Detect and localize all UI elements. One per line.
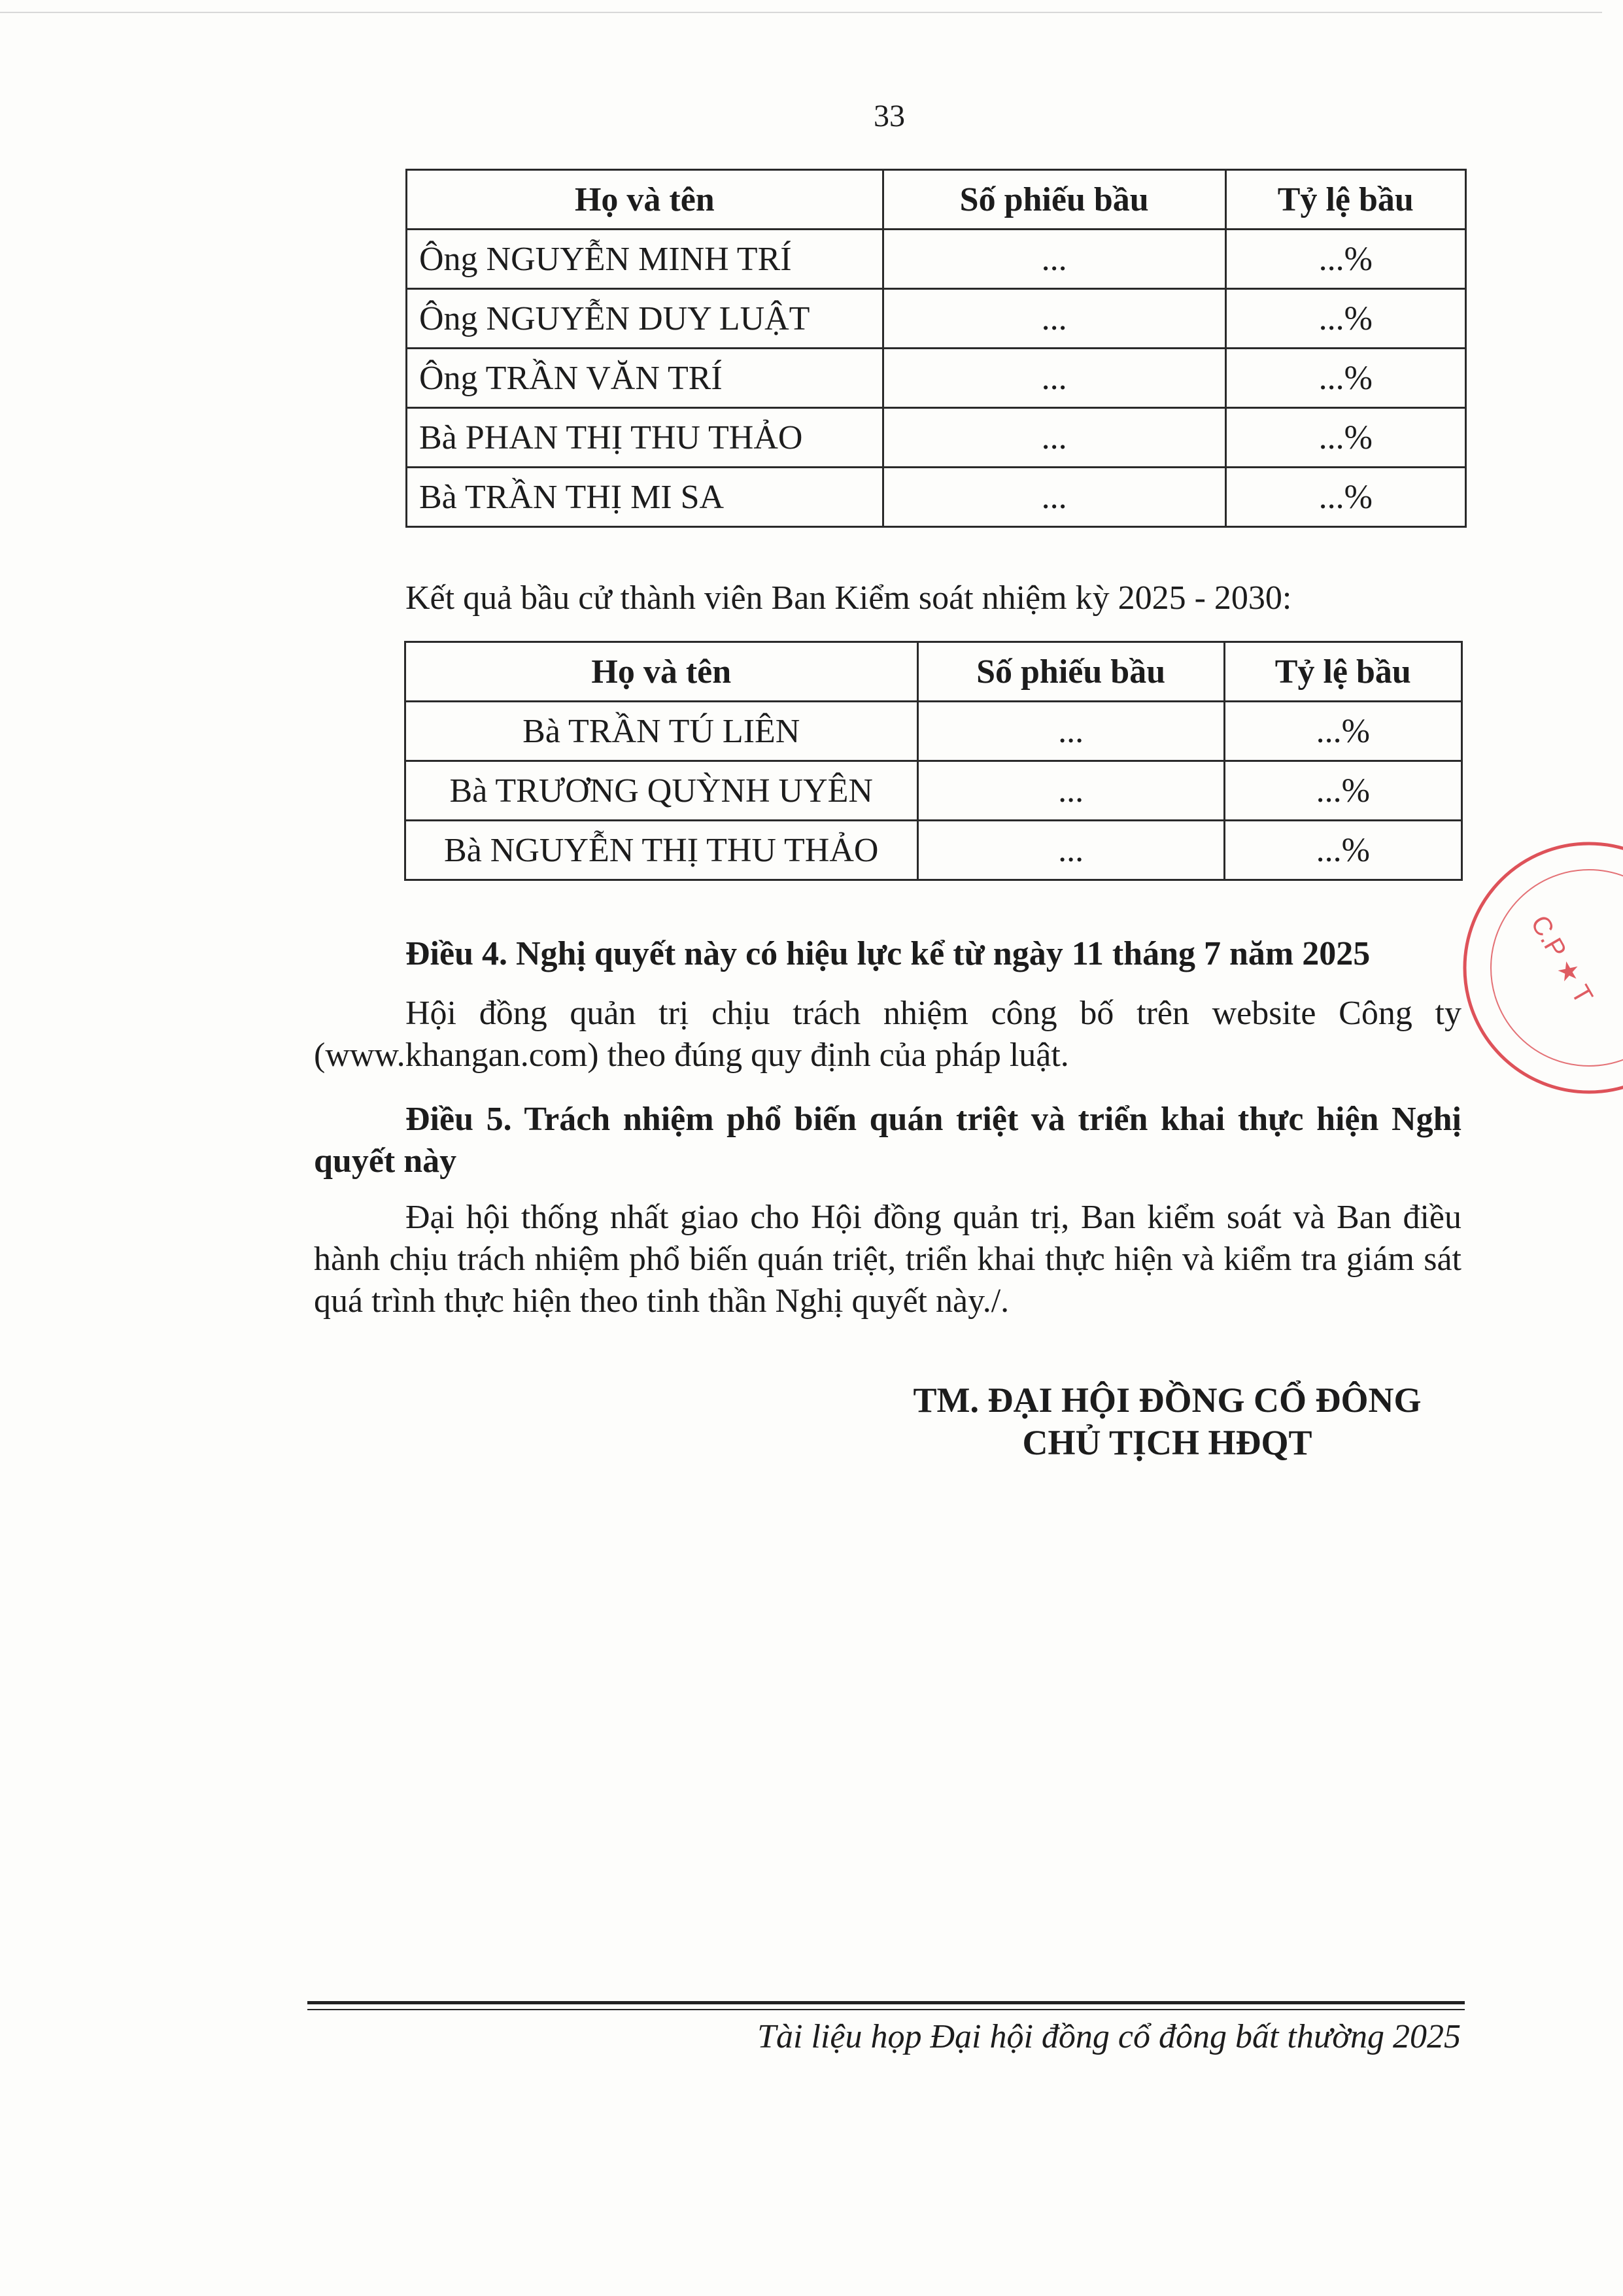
table-row — [407, 468, 1466, 527]
vote-rate: ...% — [1224, 702, 1461, 761]
vote-count: ... — [883, 408, 1225, 468]
candidate-name: Bà NGUYỄN THỊ THU THẢO — [405, 821, 918, 880]
vote-count: ... — [883, 349, 1225, 408]
header-rate: Tỷ lệ bầu — [1225, 170, 1465, 230]
vote-rate: ...% — [1224, 761, 1461, 821]
candidate-name: Bà TRẦN TÚ LIÊN — [405, 702, 918, 761]
table-row — [405, 702, 1462, 761]
article-4-body: Hội đồng quản trị chịu trách nhiệm công bố trên website Công ty (www.khangan.com) theo đúng quy định của pháp luật. — [314, 995, 1461, 1074]
signature-role: CHỦ TỊCH HĐQT — [1022, 1423, 1312, 1462]
candidate-name: Bà TRƯƠNG QUỲNH UYÊN — [405, 761, 918, 821]
vote-count: ... — [883, 230, 1225, 289]
table-header-row — [407, 170, 1466, 230]
vote-rate: ...% — [1225, 468, 1465, 527]
candidate-name: Ông TRẦN VĂN TRÍ — [407, 349, 883, 408]
page-number: 33 — [874, 99, 905, 133]
header-rate: Tỷ lệ bầu — [1224, 642, 1461, 702]
header-votes: Số phiếu bầu — [883, 170, 1225, 230]
table-header-row — [405, 642, 1462, 702]
vote-rate: ...% — [1225, 230, 1465, 289]
table-row — [405, 761, 1462, 821]
candidate-name: Ông NGUYỄN DUY LUẬT — [407, 289, 883, 349]
scan-top-edge — [0, 12, 1602, 13]
board-election-table — [405, 169, 1467, 528]
vote-rate: ...% — [1225, 289, 1465, 349]
table-row — [407, 289, 1466, 349]
control-board-intro: Kết quả bầu cử thành viên Ban Kiểm soát nhiệm kỳ 2025 - 2030: — [405, 579, 1292, 617]
table-row — [407, 408, 1466, 468]
candidate-name: Bà PHAN THỊ THU THẢO — [407, 408, 883, 468]
company-seal-stamp — [1458, 837, 1623, 1099]
table-row — [407, 230, 1466, 289]
table-row — [407, 349, 1466, 408]
article-5-heading: Điều 5. Trách nhiệm phổ biến quán triệt và triển khai thực hiện Nghị quyết này — [314, 1101, 1461, 1180]
footer-rule-thin — [307, 2009, 1465, 2010]
vote-count: ... — [917, 821, 1224, 880]
signature-title: TM. ĐẠI HỘI ĐỒNG CỔ ĐÔNG — [913, 1380, 1422, 1420]
vote-count: ... — [883, 468, 1225, 527]
candidate-name: Bà TRẦN THỊ MI SA — [407, 468, 883, 527]
table-row — [405, 821, 1462, 880]
vote-count: ... — [917, 702, 1224, 761]
header-votes: Số phiếu bầu — [917, 642, 1224, 702]
vote-rate: ...% — [1225, 408, 1465, 468]
article-5-body: Đại hội thống nhất giao cho Hội đồng quản trị, Ban kiểm soát và Ban điều hành chịu trách nhiệm phổ biến quán triệt, triển khai thực hiện và kiểm tra giám sát quá trình thực hiện theo tinh thần Nghị quyết này./. — [314, 1199, 1461, 1320]
header-name: Họ và tên — [407, 170, 883, 230]
vote-rate: ...% — [1224, 821, 1461, 880]
candidate-name: Ông NGUYỄN MINH TRÍ — [407, 230, 883, 289]
footer-caption: Tài liệu họp Đại hội đồng cổ đông bất thường 2025 — [757, 2018, 1461, 2055]
header-name: Họ và tên — [405, 642, 918, 702]
vote-rate: ...% — [1225, 349, 1465, 408]
vote-count: ... — [883, 289, 1225, 349]
article-4-heading: Điều 4. Nghị quyết này có hiệu lực kể từ ngày 11 tháng 7 năm 2025 — [405, 935, 1371, 972]
control-board-election-table — [404, 641, 1463, 881]
vote-count: ... — [917, 761, 1224, 821]
footer-rule — [307, 2001, 1465, 2004]
svg-text:C.P ★ T: C.P ★ T — [1525, 910, 1599, 1009]
